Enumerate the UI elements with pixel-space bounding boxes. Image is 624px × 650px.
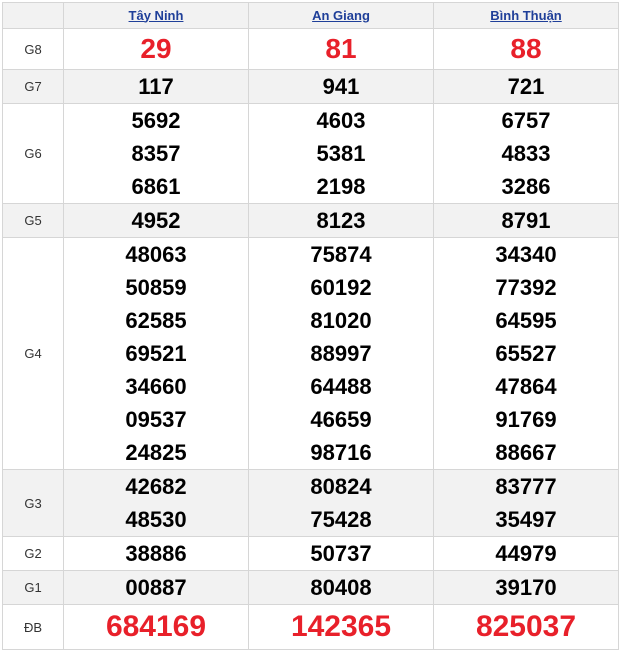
winning-number: 39170: [495, 575, 557, 600]
province-header-row: [3, 3, 619, 29]
winning-number: 4952: [131, 208, 181, 233]
prize-label: ĐB: [3, 605, 64, 650]
winning-number: 00887: [125, 575, 187, 600]
winning-number: 117: [138, 74, 174, 99]
prize-cell: [434, 605, 619, 650]
province-link[interactable]: Bình Thuận: [490, 7, 562, 23]
prize-cell: [64, 104, 249, 204]
winning-number: 81: [325, 33, 357, 64]
winning-number: 88: [510, 33, 542, 64]
prize-label: G5: [3, 204, 64, 238]
winning-number: 75874: [310, 242, 372, 267]
winning-number: 24825: [125, 440, 187, 465]
prize-cell: [64, 29, 249, 70]
province-header: [64, 3, 249, 29]
winning-number: 64595: [495, 308, 557, 333]
winning-number: 3286: [501, 174, 551, 199]
winning-number: 09537: [125, 407, 187, 432]
winning-number: 8123: [316, 208, 366, 233]
winning-number: 80408: [310, 575, 372, 600]
prize-row-7: [3, 571, 619, 605]
prize-label: G8: [3, 29, 64, 70]
prize-cell: [249, 104, 434, 204]
prize-cell: [64, 204, 249, 238]
prize-cell: [434, 104, 619, 204]
winning-number: 2198: [316, 174, 366, 199]
prize-cell: [64, 571, 249, 605]
winning-number: 48530: [125, 507, 187, 532]
prize-cell: [434, 470, 619, 537]
winning-number: 69521: [125, 341, 187, 366]
province-link[interactable]: Tây Ninh: [128, 7, 184, 23]
winning-number: 60192: [310, 275, 372, 300]
winning-number: 47864: [495, 374, 557, 399]
prize-cell: [64, 605, 249, 650]
winning-number: 8357: [131, 141, 181, 166]
prize-cell: [249, 238, 434, 470]
winning-number: 65527: [495, 341, 557, 366]
prize-row-8: [3, 605, 619, 650]
prize-cell: [249, 204, 434, 238]
winning-number: 80824: [310, 474, 372, 499]
prize-cell: [434, 571, 619, 605]
winning-number: 6757: [501, 108, 551, 133]
winning-number: 75428: [310, 507, 372, 532]
winning-number: 50859: [125, 275, 187, 300]
prize-cell: [249, 470, 434, 537]
prize-cell: [64, 537, 249, 571]
prize-cell: [434, 204, 619, 238]
prize-row-3: [3, 204, 619, 238]
winning-number: 88667: [495, 440, 557, 465]
prize-label: G6: [3, 104, 64, 204]
prize-row-2: [3, 104, 619, 204]
winning-number: 5692: [131, 108, 181, 133]
prize-cell: [249, 605, 434, 650]
prize-cell: [434, 238, 619, 470]
province-header: [434, 3, 619, 29]
winning-number: 142365: [290, 610, 392, 643]
prize-row-1: [3, 70, 619, 104]
province-header: [249, 3, 434, 29]
winning-number: 38886: [125, 541, 187, 566]
winning-number: 6861: [131, 174, 181, 199]
prize-cell: [64, 470, 249, 537]
lottery-results-table: [2, 2, 619, 650]
prize-label: G1: [3, 571, 64, 605]
prize-cell: [249, 537, 434, 571]
winning-number: 825037: [475, 610, 577, 643]
winning-number: 62585: [125, 308, 187, 333]
winning-number: 50737: [310, 541, 372, 566]
winning-number: 5381: [316, 141, 366, 166]
prize-cell: [434, 70, 619, 104]
header-corner: [3, 3, 64, 29]
winning-number: 64488: [310, 374, 372, 399]
prize-row-5: [3, 470, 619, 537]
winning-number: 4603: [316, 108, 366, 133]
winning-number: 29: [140, 33, 172, 64]
winning-number: 81020: [310, 308, 372, 333]
prize-row-4: [3, 238, 619, 470]
winning-number: 91769: [495, 407, 557, 432]
winning-number: 44979: [495, 541, 557, 566]
winning-number: 684169: [105, 610, 207, 643]
winning-number: 77392: [495, 275, 557, 300]
winning-number: 34660: [125, 374, 187, 399]
province-link[interactable]: An Giang: [312, 7, 370, 23]
prize-cell: [249, 70, 434, 104]
winning-number: 98716: [310, 440, 372, 465]
winning-number: 46659: [310, 407, 372, 432]
winning-number: 42682: [125, 474, 187, 499]
prize-row-6: [3, 537, 619, 571]
prize-cell: [434, 29, 619, 70]
prize-cell: [64, 70, 249, 104]
winning-number: 88997: [310, 341, 372, 366]
winning-number: 48063: [125, 242, 187, 267]
prize-label: G3: [3, 470, 64, 537]
winning-number: 4833: [501, 141, 551, 166]
winning-number: 721: [507, 74, 545, 99]
winning-number: 8791: [501, 208, 551, 233]
prize-cell: [249, 571, 434, 605]
prize-row-0: [3, 29, 619, 70]
winning-number: 35497: [495, 507, 557, 532]
winning-number: 34340: [495, 242, 557, 267]
prize-cell: [434, 537, 619, 571]
prize-cell: [249, 29, 434, 70]
prize-cell: [64, 238, 249, 470]
prize-label: G4: [3, 238, 64, 470]
prize-label: G7: [3, 70, 64, 104]
prize-label: G2: [3, 537, 64, 571]
winning-number: 941: [322, 74, 360, 99]
winning-number: 83777: [495, 474, 557, 499]
